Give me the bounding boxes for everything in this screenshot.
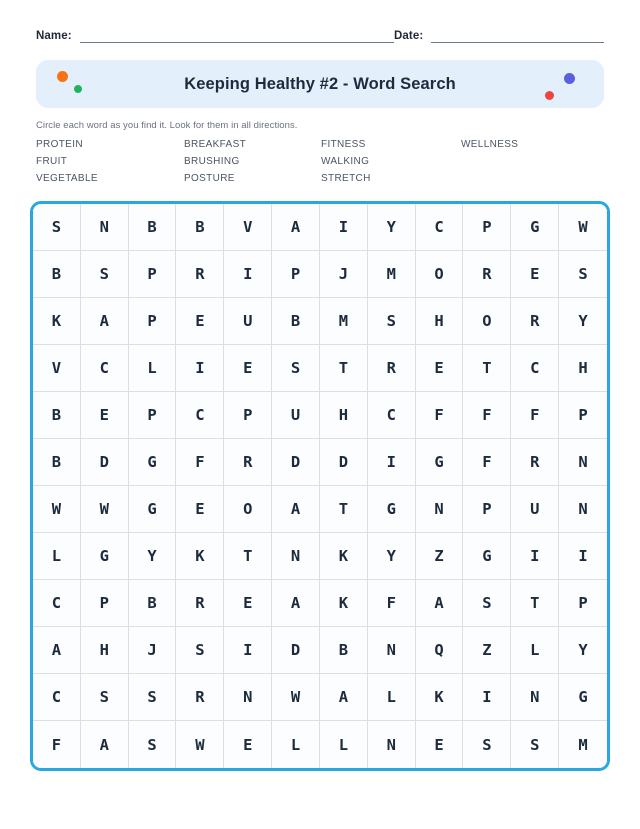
red-dot-icon — [545, 91, 554, 100]
date-input-line[interactable] — [431, 30, 604, 43]
grid-cell[interactable]: K — [320, 533, 368, 580]
grid-cell[interactable]: R — [176, 580, 224, 627]
word-list-item: BREAKFAST — [184, 139, 247, 150]
grid-cell[interactable]: E — [416, 721, 464, 768]
grid-cell[interactable]: C — [81, 345, 129, 392]
grid-cell[interactable]: N — [81, 204, 129, 251]
grid-cell[interactable]: E — [224, 580, 272, 627]
grid-cell[interactable]: B — [176, 204, 224, 251]
grid-cell[interactable]: E — [511, 251, 559, 298]
grid-cell[interactable]: P — [463, 486, 511, 533]
grid-cell[interactable]: E — [416, 345, 464, 392]
grid-cell[interactable]: B — [129, 204, 177, 251]
grid-cell[interactable]: D — [272, 627, 320, 674]
grid-cell[interactable]: I — [224, 627, 272, 674]
word-list-item: PROTEIN — [36, 139, 83, 150]
grid-cell[interactable]: J — [320, 251, 368, 298]
grid-cell[interactable]: G — [416, 439, 464, 486]
puzzle-grid — [33, 204, 607, 768]
grid-cell[interactable]: R — [511, 298, 559, 345]
grid-cell[interactable]: L — [320, 721, 368, 768]
grid-cell[interactable]: I — [368, 439, 416, 486]
grid-cell[interactable]: S — [463, 580, 511, 627]
blue-dot-icon — [564, 73, 575, 84]
name-date-row — [0, 0, 640, 43]
grid-cell[interactable]: O — [463, 298, 511, 345]
grid-cell[interactable]: A — [416, 580, 464, 627]
grid-cell[interactable]: C — [416, 204, 464, 251]
grid-cell[interactable]: A — [272, 486, 320, 533]
grid-cell[interactable]: E — [224, 345, 272, 392]
grid-cell[interactable]: P — [559, 392, 607, 439]
grid-cell[interactable]: N — [368, 627, 416, 674]
grid-cell[interactable]: S — [272, 345, 320, 392]
grid-cell[interactable]: B — [33, 392, 81, 439]
grid-cell[interactable]: L — [272, 721, 320, 768]
grid-cell[interactable]: F — [511, 392, 559, 439]
grid-cell[interactable]: M — [559, 721, 607, 768]
grid-cell[interactable]: Y — [368, 533, 416, 580]
grid-cell[interactable]: Z — [463, 627, 511, 674]
word-list-item: FRUIT — [36, 156, 68, 167]
grid-cell[interactable]: E — [224, 721, 272, 768]
grid-cell[interactable]: W — [81, 486, 129, 533]
grid-cell[interactable]: B — [33, 439, 81, 486]
name-field-group — [36, 30, 394, 43]
grid-cell[interactable]: V — [224, 204, 272, 251]
grid-cell[interactable]: E — [81, 392, 129, 439]
grid-cell[interactable]: W — [559, 204, 607, 251]
grid-cell[interactable]: C — [33, 580, 81, 627]
puzzle-grid-container — [30, 201, 610, 771]
grid-cell[interactable]: P — [559, 580, 607, 627]
grid-cell[interactable]: A — [320, 674, 368, 721]
grid-cell[interactable]: H — [416, 298, 464, 345]
name-label: Name: — [36, 30, 72, 42]
grid-cell[interactable]: C — [176, 392, 224, 439]
grid-cell[interactable]: Q — [416, 627, 464, 674]
grid-cell[interactable]: N — [559, 439, 607, 486]
word-list-item: WALKING — [321, 156, 370, 167]
date-label: Date: — [394, 30, 424, 42]
grid-cell[interactable]: B — [320, 627, 368, 674]
grid-cell[interactable]: T — [463, 345, 511, 392]
name-input-line[interactable] — [80, 30, 394, 43]
word-list-item — [461, 155, 604, 169]
grid-cell[interactable]: G — [368, 486, 416, 533]
grid-cell[interactable]: G — [511, 204, 559, 251]
grid-cell[interactable]: P — [272, 251, 320, 298]
grid-cell[interactable]: D — [272, 439, 320, 486]
grid-cell[interactable]: S — [129, 721, 177, 768]
grid-cell[interactable]: B — [33, 251, 81, 298]
grid-cell[interactable]: S — [81, 674, 129, 721]
grid-cell[interactable]: T — [320, 345, 368, 392]
grid-cell[interactable]: N — [272, 533, 320, 580]
grid-cell[interactable]: L — [368, 674, 416, 721]
grid-cell[interactable]: C — [33, 674, 81, 721]
grid-cell[interactable]: T — [224, 533, 272, 580]
word-list-item: VEGETABLE — [36, 173, 98, 184]
grid-cell[interactable]: D — [320, 439, 368, 486]
grid-cell[interactable]: I — [511, 533, 559, 580]
grid-cell[interactable]: Y — [368, 204, 416, 251]
grid-cell[interactable]: F — [176, 439, 224, 486]
grid-cell[interactable]: S — [129, 674, 177, 721]
grid-cell[interactable]: G — [81, 533, 129, 580]
instructions-text: Circle each word as you find it. Look for them in all directions. — [36, 120, 298, 131]
grid-cell[interactable]: B — [129, 580, 177, 627]
page-title: Keeping Healthy #2 - Word Search — [184, 74, 456, 93]
grid-cell[interactable]: N — [224, 674, 272, 721]
grid-cell[interactable]: A — [81, 298, 129, 345]
grid-cell[interactable]: P — [224, 392, 272, 439]
grid-cell[interactable]: I — [224, 251, 272, 298]
grid-cell[interactable]: P — [129, 298, 177, 345]
grid-cell[interactable]: K — [33, 298, 81, 345]
grid-cell[interactable]: K — [176, 533, 224, 580]
grid-cell[interactable]: A — [33, 627, 81, 674]
grid-cell[interactable]: W — [176, 721, 224, 768]
grid-cell[interactable]: E — [176, 486, 224, 533]
grid-cell[interactable]: Y — [559, 298, 607, 345]
grid-cell[interactable]: P — [129, 392, 177, 439]
grid-cell[interactable]: N — [368, 721, 416, 768]
grid-cell[interactable]: F — [33, 721, 81, 768]
grid-cell[interactable]: G — [129, 486, 177, 533]
grid-cell[interactable]: G — [463, 533, 511, 580]
grid-cell[interactable]: S — [559, 251, 607, 298]
grid-cell[interactable]: A — [81, 721, 129, 768]
grid-cell[interactable]: G — [559, 674, 607, 721]
word-list-item: STRETCH — [321, 173, 371, 184]
grid-cell[interactable]: C — [511, 345, 559, 392]
grid-cell[interactable]: K — [416, 674, 464, 721]
grid-cell[interactable]: S — [368, 298, 416, 345]
grid-cell[interactable]: Y — [559, 627, 607, 674]
word-list — [36, 138, 604, 186]
grid-cell[interactable]: W — [33, 486, 81, 533]
grid-cell[interactable]: C — [368, 392, 416, 439]
grid-cell[interactable]: R — [224, 439, 272, 486]
word-list-item: BRUSHING — [184, 156, 240, 167]
grid-cell[interactable]: P — [81, 580, 129, 627]
title-banner — [36, 60, 604, 108]
word-list-item: WELLNESS — [461, 139, 519, 150]
grid-cell[interactable]: S — [511, 721, 559, 768]
grid-cell[interactable]: R — [511, 439, 559, 486]
grid-cell[interactable]: H — [81, 627, 129, 674]
grid-cell[interactable]: I — [176, 345, 224, 392]
grid-cell[interactable]: U — [224, 298, 272, 345]
grid-cell[interactable]: R — [368, 345, 416, 392]
grid-cell[interactable]: R — [176, 251, 224, 298]
grid-cell[interactable]: F — [463, 439, 511, 486]
grid-cell[interactable]: F — [416, 392, 464, 439]
grid-cell[interactable]: O — [224, 486, 272, 533]
grid-cell[interactable]: M — [368, 251, 416, 298]
grid-cell[interactable]: N — [511, 674, 559, 721]
grid-cell[interactable]: N — [416, 486, 464, 533]
grid-cell[interactable]: O — [416, 251, 464, 298]
grid-cell[interactable]: G — [129, 439, 177, 486]
grid-cell[interactable]: T — [320, 486, 368, 533]
grid-cell[interactable]: W — [272, 674, 320, 721]
grid-cell[interactable]: V — [33, 345, 81, 392]
grid-cell[interactable]: S — [176, 627, 224, 674]
grid-cell[interactable]: I — [559, 533, 607, 580]
grid-cell[interactable]: S — [33, 204, 81, 251]
word-list-item: FITNESS — [321, 139, 366, 150]
grid-cell[interactable]: R — [176, 674, 224, 721]
grid-cell[interactable]: L — [129, 345, 177, 392]
grid-cell[interactable]: I — [320, 204, 368, 251]
green-dot-icon — [74, 85, 82, 93]
grid-cell[interactable]: D — [81, 439, 129, 486]
grid-cell[interactable]: A — [272, 580, 320, 627]
grid-cell[interactable]: U — [511, 486, 559, 533]
word-list-item — [461, 172, 604, 186]
grid-cell[interactable]: H — [320, 392, 368, 439]
grid-cell[interactable]: A — [272, 204, 320, 251]
grid-cell[interactable]: S — [463, 721, 511, 768]
grid-cell[interactable]: T — [511, 580, 559, 627]
grid-cell[interactable]: L — [33, 533, 81, 580]
grid-cell[interactable]: B — [272, 298, 320, 345]
grid-cell[interactable]: J — [129, 627, 177, 674]
grid-cell[interactable]: L — [511, 627, 559, 674]
grid-cell[interactable]: F — [463, 392, 511, 439]
grid-cell[interactable]: U — [272, 392, 320, 439]
orange-dot-icon — [57, 71, 68, 82]
grid-cell[interactable]: S — [81, 251, 129, 298]
word-list-item: POSTURE — [184, 173, 235, 184]
grid-cell[interactable]: M — [320, 298, 368, 345]
grid-cell[interactable]: P — [129, 251, 177, 298]
grid-cell[interactable]: F — [368, 580, 416, 627]
grid-cell[interactable]: H — [559, 345, 607, 392]
date-field-group — [394, 30, 604, 43]
grid-cell[interactable]: I — [463, 674, 511, 721]
grid-cell[interactable]: Z — [416, 533, 464, 580]
grid-cell[interactable]: R — [463, 251, 511, 298]
grid-cell[interactable]: P — [463, 204, 511, 251]
grid-cell[interactable]: N — [559, 486, 607, 533]
grid-cell[interactable]: E — [176, 298, 224, 345]
grid-cell[interactable]: K — [320, 580, 368, 627]
grid-cell[interactable]: Y — [129, 533, 177, 580]
